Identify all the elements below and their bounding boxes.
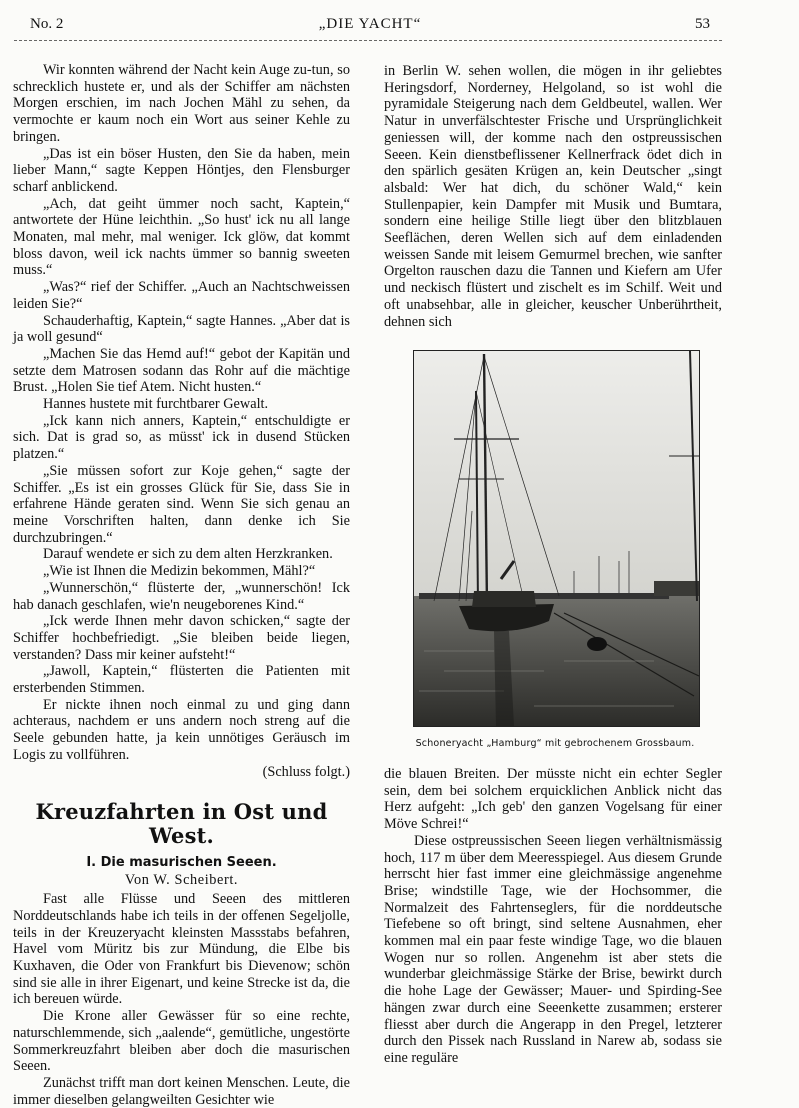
yacht-photograph [413,350,700,727]
section-title: I. Die masurischen Seeen. [86,855,277,871]
right-column-top [384,63,722,330]
left-column [13,62,350,1108]
story-paragraph: „Jawoll, Kaptein,“ flüsterten die Patienten mit ersterbenden Stimmen. [13,663,350,697]
story-paragraph: Hannes hustete mit furchtbarer Gewalt. [43,396,269,413]
article-paragraph: Fast alle Flüsse und Seeen des mittleren Norddeutschlands habe ich teils in der offenen Segeljolle, teils in der Kreuzeryacht kleinsten Massstabs befahren, Havel vom Müritz bis zur Mündung, die Elbe bis Kuxhaven, die Oder von Frankfurt bis Dievenow; schön sind sie alle in ihrer Eigenart, und keine Strecke ist da, die ich bereuen würde. [13,891,350,1008]
magazine-title: „DIE YACHT“ [318,16,422,32]
article-paragraph: die blauen Breiten. Der müsste nicht ein echter Segler sein, dem bei solchem erquicklichen Anblick nicht das Herz aufgeht: „Ich geb' den ganzen Vogelsang für einer Möve Schrei!“ [384,766,722,833]
story-paragraph: „Ick werde Ihnen mehr davon schicken,“ sagte der Schiffer hochbefriedigt. „Sie bleiben beide liegen, verstanden? Dass mir keiner aufsteht!“ [13,613,350,663]
story-paragraph: „Was?“ rief der Schiffer. „Auch an Nachtschweissen leiden Sie?“ [13,279,350,312]
story-paragraph: Schauderhaftig, Kaptein,“ sagte Hannes. „Aber dat is ja woll gesund“ [13,312,350,346]
story-paragraph: „Machen Sie das Hemd auf!“ gebot der Kapitän und setzte dem Matrosen sodann das Rohr auf die mächtige Brust. „Holen Sie tief Atem. Nicht husten.“ [13,345,350,396]
author-byline: Von W. Scheibert. [124,872,239,889]
story-continuation-note: (Schluss folgt.) [262,763,350,780]
page-number: 53 [695,16,710,32]
article-paragraph: Zunächst trifft man dort keinen Menschen. Leute, die immer dieselben gelangweilten Gesichter wie [13,1074,350,1108]
figure-caption: Schoneryacht „Hamburg“ mit gebrochenem Grossbaum. [415,738,695,749]
story-paragraph: „Das ist ein böser Husten, den Sie da haben, mein lieber Mann,“ sagte Keppen Höntjes, den Flensburger scharf anblickend. [13,145,350,195]
story-paragraph: „Ick kann nich anners, Kaptein,“ entschuldigte er sich. Dat is grad so, as müsst' ick in dusend Stücken platzen.“ [13,412,350,463]
issue-number: No. 2 [30,16,64,32]
article-paragraph: in Berlin W. sehen wollen, die mögen in ihr geliebtes Heringsdorf, Norderney, Helgoland, so ist wohl die pyramidale Steigerung nach dem Geldbeutel, wallen. Wer Natur in unverfälschtester Frische und Ursprünglichkeit geniessen will, der komme nach den ostpreussischen Seeen. Kein dienstbeflissener Kellnerfrack ödet dich in den spärlich gesäten Krügen an, kein Deutscher „singt alsbald: Wer hat dich, du schöner Wald,“ kein Stullenpapier, kein Dampfer mit Musik und Bumtara, sondern eine heilige Stille liegt über den blitzblauen Seeflächen, deren Wellen sich auf dem einladenden weissen Sande mit leisem Gemurmel brechen, wie sanfter Orgelton rauschen dazu die Tannen und Kiefern am Ufer und neckisch flüstert und zischelt es im Schilf. Weit und oft unabsehbar, alle in gleicher, keuscher Unberührtheit, dehnen sich [384,63,722,330]
story-paragraph: „Wunnerschön,“ flüsterte der, „wunnerschön! Ick hab danach geschlafen, wie'n neugeborenes Kind.“ [13,579,350,613]
header-rule [14,40,722,41]
story-paragraph: „Ach, dat geiht ümmer noch sacht, Kaptein,“ antwortete der Hüne leichthin. „So hust' ick nu all lange Monaten, mal mehr, mal weniger. Ick glöw, dat kommt bloss davon, weil ick nachts ümmer so bannig sweeten muss.“ [13,195,350,279]
story-paragraph: Er nickte ihnen noch einmal zu und ging dann achteraus, nachdem er uns andern noch streng auf die Seele gebunden hatte, ja kein unnötiges Geräusch im Logis zu vollführen. [13,696,350,763]
article-paragraph: Die Krone aller Gewässer für so eine rechte, naturschlemmende, sich „aalende“, gemütliche, ungestörte Sommerkreuzfahrt bleiben aber doch die masurischen Seeen. [13,1008,350,1075]
page-header [30,16,710,40]
story-paragraph: „Sie müssen sofort zur Koje gehen,“ sagte der Schiffer. „Es ist ein grosses Glück für Sie, dass Sie in erfahrene Hände geraten sind. Wenn Sie sich genau an meine Vorschriften halten, dann denke ich Sie durchzubringen.“ [13,462,350,546]
right-column-bottom [384,766,722,1067]
article-paragraph: Diese ostpreussischen Seeen liegen verhältnismässig hoch, 117 m über dem Meeresspiegel. Aus diesem Grunde herrscht hier fast immer eine gleichmässige angenehme Brise; windstille Tage, wie der Hochsommer, die Normalzeit des Fahrtenseglers, für die norddeutsche Tiefebene so oft bringt, sind seltene Ausnahmen, eher kommen mal ein paar feste windige Tage, wo die blauen Wogen nur so rollen. Angenehm ist aber stets die wunderbar gleichmässige Stärke der Brise, bewirkt durch die hohe Lage der Gewässer; Mauer- und Spirding-See hängen zwar durch eine Seeenkette zusammen; ersterer fliesst aber durch die Angerapp in den Pregel, letzterer durch den Pissek nach Russland in Narew ab, sodass sie eine reguläre [384,832,722,1066]
article-title: Kreuzfahrten in Ost und West. [35,799,328,849]
story-paragraph: Darauf wendete er sich zu dem alten Herzkranken. [43,546,333,563]
story-paragraph: „Wie ist Ihnen die Medizin bekommen, Mähl?“ [43,563,316,580]
story-paragraph: Wir konnten während der Nacht kein Auge zu-tun, so schrecklich hustete er, und als der Schiffer am nächsten Morgen erschien, im nach Jochen Mähl zu sehen, da vermochte er kaum noch ein Wort aus seiner Kehle zu bringen. [13,62,350,145]
